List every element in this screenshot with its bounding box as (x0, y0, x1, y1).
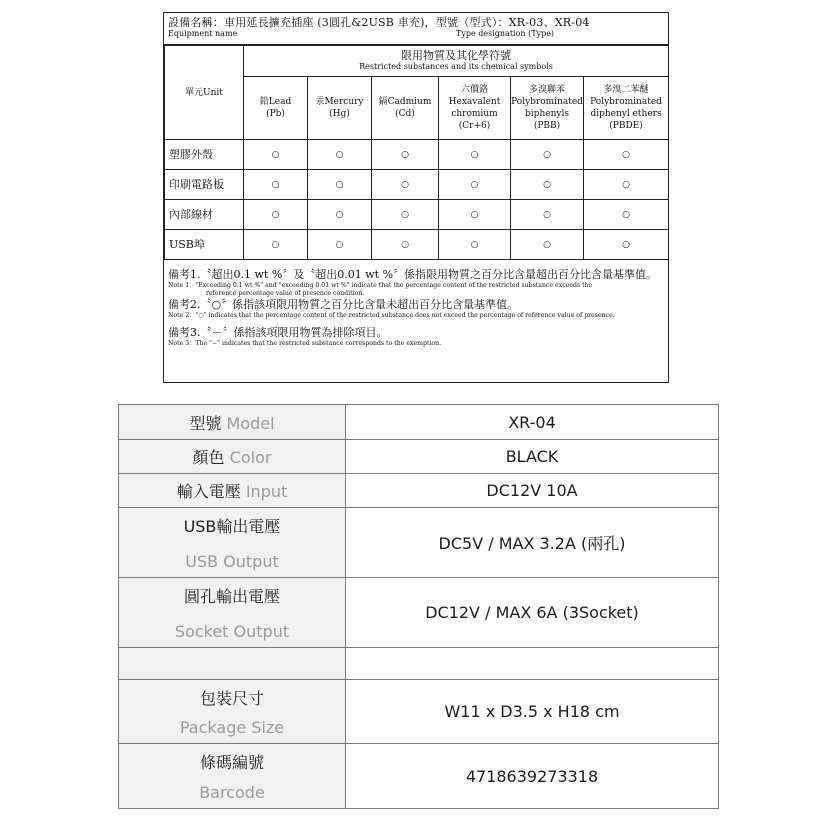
substance-header: 汞Mercury (Hg) (308, 77, 372, 140)
spec-value: DC5V / MAX 3.2A (兩孔) (346, 508, 719, 578)
compliance-mark: ○ (584, 140, 669, 170)
compliance-mark: ○ (372, 140, 439, 170)
note-3-en: Note 3：The "−" indicates that the restricted substance corresponds to the exemption. (168, 340, 442, 347)
compliance-mark: ○ (584, 230, 669, 260)
compliance-mark: ○ (244, 200, 308, 230)
substance-header: 六價鉻 Hexavalent chromium (Cr+6) (439, 77, 511, 140)
substance-header: 多溴二苯醚 Polybrominated diphenyl ethers (PBDE) (584, 77, 669, 140)
spec-label-en: USB Output (185, 552, 279, 571)
compliance-mark: ○ (308, 230, 372, 260)
note-2: 備考2.〝○〞係指該項限用物質之百分比含量未超出百分比含量基準值。 (168, 298, 519, 311)
compliance-mark: ○ (372, 200, 439, 230)
unit-name: 內部線材 (165, 200, 244, 230)
compliance-mark: ○ (511, 170, 584, 200)
spec-label-zh: 條碼編號 (199, 753, 264, 772)
compliance-mark: ○ (244, 170, 308, 200)
compliance-mark: ○ (244, 230, 308, 260)
declaration-header (164, 13, 668, 45)
equipment-name-en: Equipment name (168, 29, 238, 38)
compliance-mark: ○ (511, 140, 584, 170)
compliance-mark: ○ (244, 140, 308, 170)
spec-value: W11 x D3.5 x H18 cm (346, 680, 719, 744)
spec-row-socket-output (119, 578, 719, 648)
spec-row-barcode (119, 744, 719, 809)
unit-name: USB埠 (165, 230, 244, 260)
spec-label-zh: 顏色 (192, 448, 225, 467)
spec-row-empty (119, 648, 719, 680)
equipment-line: 設備名稱：車用延長擴充插座 (3圓孔&2USB 車充)，型號（型式）：XR-03、XR-04 (168, 16, 590, 29)
substance-header: 鎘Cadmium (Cd) (372, 77, 439, 140)
note-1: 備考1.〝超出0.1 wt %〞及〝超出0.01 wt %〞係指限用物質之百分比含量超出百分比含量基準值。 (168, 268, 658, 281)
restricted-title-cell: 限用物質及其化學符號 Restricted substances and its chemical symbols (244, 46, 669, 77)
restricted-substances-table (164, 45, 669, 260)
spec-label-en: Input (245, 482, 288, 501)
compliance-mark: ○ (584, 170, 669, 200)
note-2-en: Note 2："○" indicates that the percentage content of the restricted substance does not exceed the percentage of reference value of presence. (168, 312, 615, 319)
compliance-mark: ○ (439, 230, 511, 260)
table-row (165, 200, 669, 230)
table-row (165, 140, 669, 170)
spec-value: BLACK (346, 440, 719, 474)
compliance-mark: ○ (511, 230, 584, 260)
substance-header: 鉛Lead (Pb) (244, 77, 308, 140)
compliance-mark: ○ (372, 170, 439, 200)
spec-row-input (119, 474, 719, 508)
spec-row-model (119, 405, 719, 440)
table-row (165, 170, 669, 200)
spec-label-en: Barcode (199, 783, 265, 802)
substance-header: 多溴聯苯 Polybrominated biphenyls (PBB) (511, 77, 584, 140)
spec-label-zh: 圓孔輸出電壓 (183, 587, 280, 606)
spec-label-en: Color (229, 448, 272, 467)
spec-row-package-size (119, 680, 719, 744)
compliance-mark: ○ (439, 200, 511, 230)
type-designation-en: Type designation (Type) (456, 29, 555, 38)
spec-value: DC12V / MAX 6A (3Socket) (346, 578, 719, 648)
rohs-declaration (163, 12, 669, 383)
spec-label-zh: 型號 (189, 413, 222, 433)
declaration-notes (164, 265, 668, 382)
compliance-mark: ○ (308, 200, 372, 230)
spec-table (118, 404, 719, 809)
spec-label-zh: 包裝尺寸 (199, 689, 264, 708)
compliance-mark: ○ (308, 140, 372, 170)
spec-row-color (119, 440, 719, 474)
spec-label-zh: 輸入電壓 (176, 482, 241, 501)
note-1-en-cont: reference percentage value of presence condition. (206, 290, 365, 297)
spec-value: XR-04 (346, 405, 719, 440)
note-3: 備考3.〝－〞係指該項限用物質為排除項目。 (168, 326, 388, 339)
spec-value: DC12V 10A (346, 474, 719, 508)
spec-label-en: Model (226, 413, 275, 433)
compliance-mark: ○ (439, 140, 511, 170)
note-1-en: Note 1："Exceeding 0.1 wt %" and "exceeding 0.01 wt %" indicate that the percentage content of the restricted substance exceeds the (168, 282, 593, 289)
spec-label-zh: USB輸出電壓 (183, 517, 281, 536)
unit-name: 印刷電路板 (165, 170, 244, 200)
compliance-mark: ○ (439, 170, 511, 200)
unit-name: 塑膠外殼 (165, 140, 244, 170)
compliance-mark: ○ (584, 200, 669, 230)
spec-row-usb-output (119, 508, 719, 578)
table-row (165, 230, 669, 260)
spec-label-en: Package Size (179, 718, 285, 737)
spec-label-en: Socket Output (174, 622, 290, 641)
unit-header: 單元Unit (165, 46, 244, 140)
spec-value: 4718639273318 (346, 744, 719, 809)
compliance-mark: ○ (308, 170, 372, 200)
compliance-mark: ○ (511, 200, 584, 230)
compliance-mark: ○ (372, 230, 439, 260)
